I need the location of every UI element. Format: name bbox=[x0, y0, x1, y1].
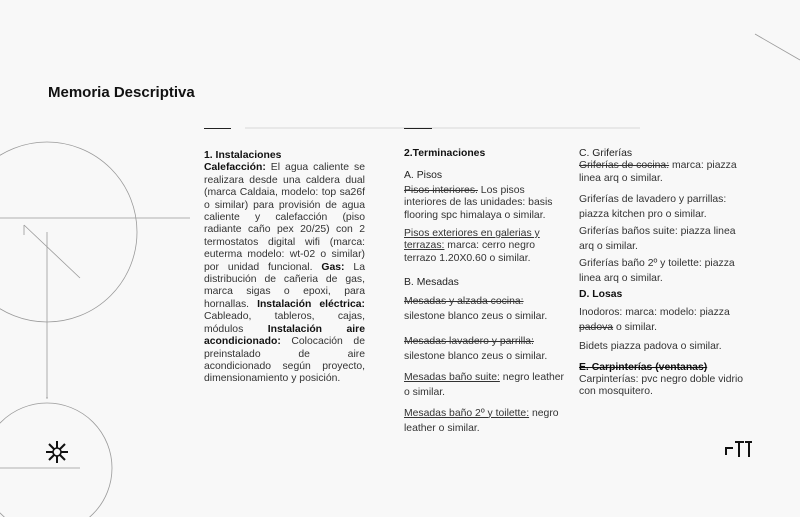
griferias-title: C. Griferías bbox=[579, 148, 633, 159]
mesadas-lavadero-text: silestone blanco zeus o similar. bbox=[404, 350, 548, 362]
instalaciones-body bbox=[204, 162, 365, 385]
losas-title: D. Losas bbox=[579, 289, 623, 301]
griferias-suite: Griferías baños suite: piazza linea arq o similar. bbox=[579, 226, 736, 253]
deco-circle-top bbox=[0, 142, 137, 322]
inodoros bbox=[579, 305, 745, 335]
mesadas-cocina bbox=[404, 294, 566, 324]
inodoros-strike: padova bbox=[579, 321, 614, 333]
mesadas-lavadero-label: Mesadas lavadero y parrilla: bbox=[404, 335, 534, 347]
inodoros-end: o similar. bbox=[613, 321, 657, 333]
page-title: Memoria Descriptiva bbox=[48, 84, 195, 101]
mesadas-bano-toilette-text: negro leather o similar. bbox=[404, 407, 559, 434]
mesadas-bano-suite-label: Mesadas baño suite: bbox=[404, 371, 500, 383]
aire-text: Colocación de preinstalado de aire acondicionado según proyecto, dimensionamiento y posición. bbox=[204, 336, 365, 385]
electrica-label: Instalación eléctrica: bbox=[257, 298, 365, 310]
aire-label: Instalación aire acondicionado: bbox=[204, 323, 365, 348]
pisos-interiores-label: Pisos interiores. bbox=[404, 184, 478, 196]
mesadas-bano-suite-text: negro leather o similar. bbox=[404, 371, 565, 398]
section-instalaciones bbox=[204, 150, 365, 386]
column1-rule bbox=[204, 128, 231, 129]
pisos-interiores-text: Los pisos interiores de las unidades: basis flooring spc himalaya o similar. bbox=[404, 184, 553, 221]
brand-logo-icon bbox=[724, 439, 754, 459]
section-griferias bbox=[579, 148, 745, 399]
griferias-toilette: Griferías baño 2º y toilette: piazza linea arq o similar. bbox=[579, 258, 735, 285]
pisos-exteriores-label: Pisos exteriores en galerias y terrazas: bbox=[404, 228, 540, 252]
compass-star-icon bbox=[44, 439, 70, 465]
pisos-exteriores-text: marca: cerro negro terrazo 1.20X0.60 o similar. bbox=[404, 240, 536, 264]
griferias-lavadero: Griferías de lavadero y parrillas: piazza kitchen pro o similar. bbox=[579, 194, 727, 221]
pisos-interiores bbox=[404, 185, 566, 222]
bidets: Bidets piazza padova o similar. bbox=[579, 340, 722, 352]
mesadas-bano-toilette bbox=[404, 406, 566, 436]
carpinterias-title: E. Carpinterías (ventanas) bbox=[579, 361, 708, 373]
carpinterias-text: Carpinterías: pvc negro doble vidrio con mosquitero. bbox=[579, 374, 744, 398]
calefaccion-label: Calefacción: bbox=[204, 162, 266, 174]
mesadas-cocina-text: silestone blanco zeus o similar. bbox=[404, 310, 548, 322]
calefaccion-text: El agua caliente se realizara desde una caldera dual (marca Caldaia, modelo: top sa26f o similar) para provisión de agua caliente y calefacción (piso radiante caño pex 20/25) con 2 termostatos digital wifi (marca: euterma modelo: wt-02 o similar) por unidad funcional. bbox=[204, 162, 365, 273]
electrica-text: Cableado, tableros, cajas, módulos bbox=[204, 311, 365, 335]
pisos-title: A. Pisos bbox=[404, 170, 443, 182]
griferias-cocina bbox=[579, 160, 745, 185]
griferias-cocina-label: Griferías de cocina: bbox=[579, 160, 670, 172]
mesadas-lavadero bbox=[404, 334, 566, 364]
griferias-cocina-text: marca: piazza linea arq o similar. bbox=[579, 160, 737, 184]
section-heading: 1. Instalaciones bbox=[204, 150, 282, 161]
section-heading: 2.Terminaciones bbox=[404, 148, 486, 159]
mesadas-bano-toilette-label: Mesadas baño 2º y toilette: bbox=[404, 407, 530, 419]
inodoros-text: Inodoros: marca: modelo: piazza bbox=[579, 306, 730, 318]
section-terminaciones bbox=[404, 148, 566, 436]
gas-text: La distribución de cañeria de gas, marca sigas o epoxi, para hornallas. bbox=[204, 261, 365, 310]
gas-label: Gas: bbox=[321, 261, 345, 273]
mesadas-title: B. Mesadas bbox=[404, 277, 459, 289]
column2-rule bbox=[404, 128, 432, 129]
mesadas-cocina-label: Mesadas y alzada cocina: bbox=[404, 295, 524, 307]
pisos-exteriores bbox=[404, 228, 566, 265]
mesadas-bano-suite bbox=[404, 370, 566, 400]
